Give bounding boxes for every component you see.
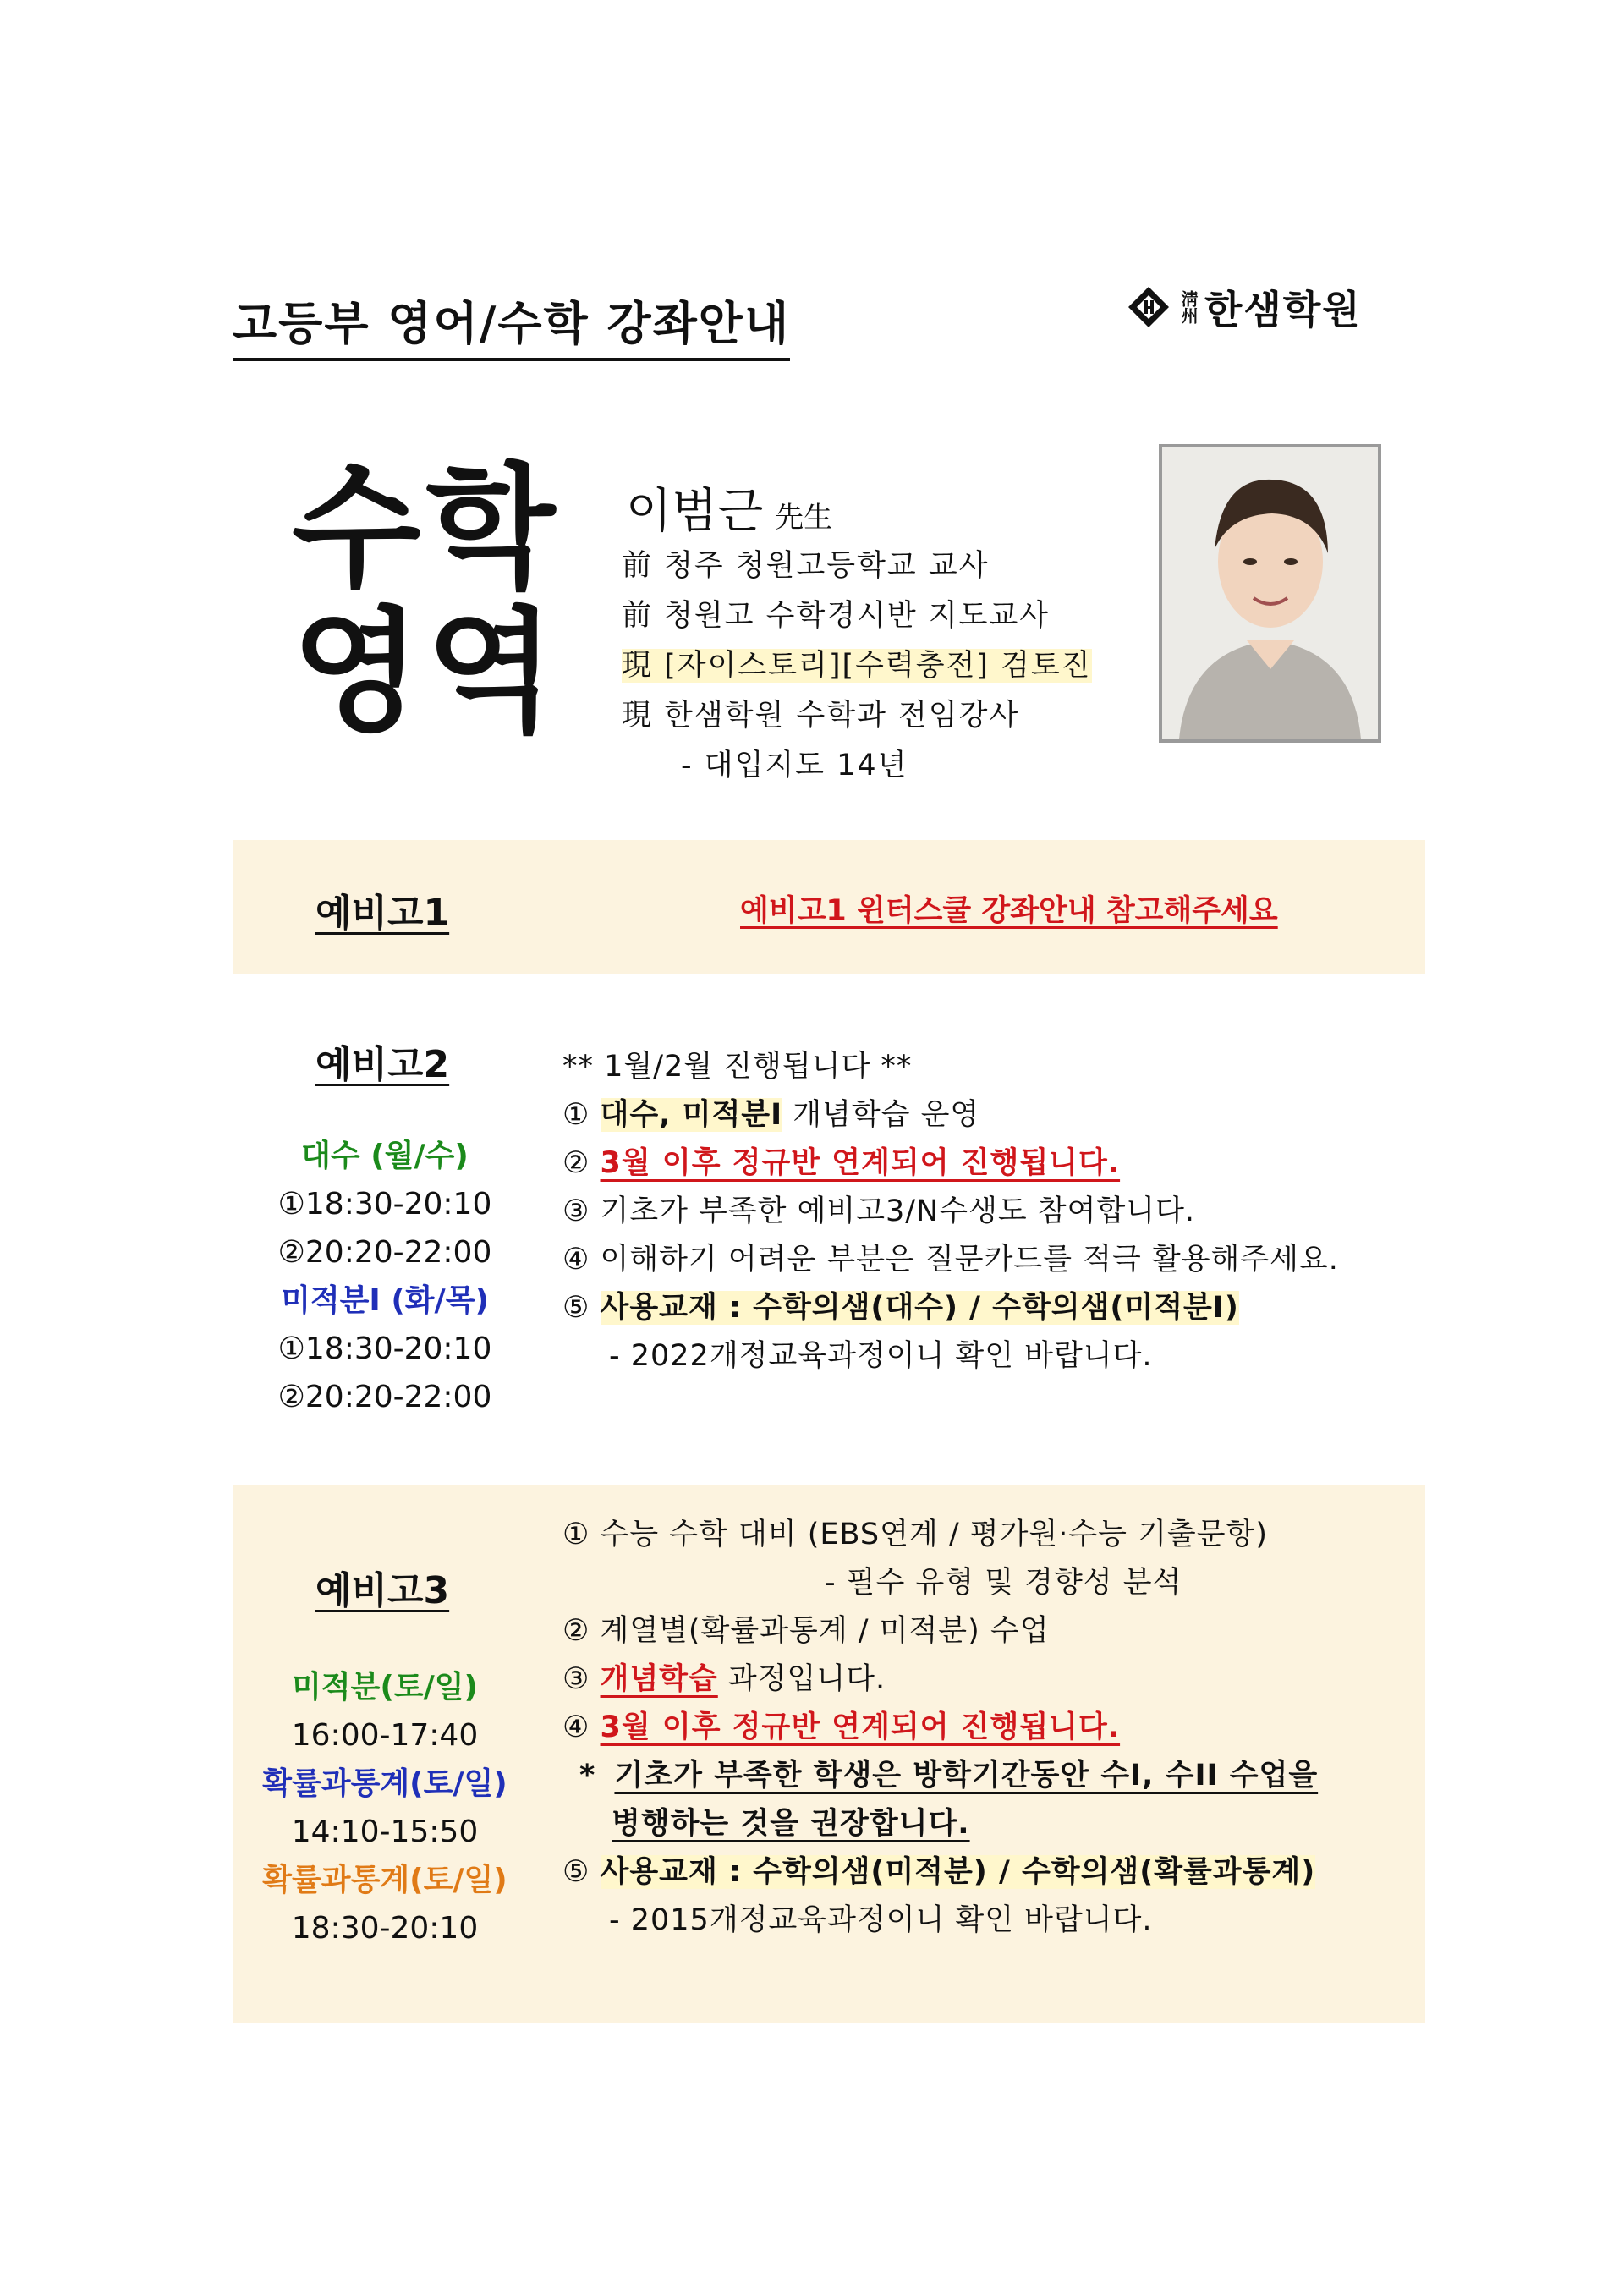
schedule-time: 18:30-20:10: [291, 1911, 479, 1946]
schedule-time: ②20:20-22:00: [277, 1235, 492, 1270]
pre3-content: [562, 1511, 1318, 1945]
content-line: ① 대수, 미적분I 개념학습 운영: [562, 1098, 980, 1132]
subject-line-1: 수학: [292, 451, 561, 607]
section-title: 예비고2: [315, 1043, 450, 1086]
schedule-time: ①18:30-20:10: [277, 1187, 492, 1222]
career-line-highlighted: 現 [자이스토리][수력충전] 검토진: [622, 649, 1092, 683]
career-line: [622, 641, 1092, 691]
schedule-course: 미적분I (화/목): [281, 1283, 489, 1318]
content-line: ** 1월/2월 진행됩니다 **: [562, 1050, 913, 1084]
section-title: 예비고3: [315, 1569, 450, 1612]
subject-line-2: 영역: [292, 595, 561, 750]
academy-emblem-icon: [1125, 283, 1172, 331]
content-line: ⑤ 사용교재 : 수학의샘(미적분) / 수학의샘(확률과통계): [562, 1855, 1316, 1889]
content-line: ③ 개념학습 과정입니다.: [562, 1662, 886, 1696]
title-underline: [233, 358, 790, 361]
content-line: ① 수능 수학 대비 (EBS연계 / 평가원·수능 기출문항): [562, 1518, 1268, 1551]
schedule-course: 미적분(토/일): [292, 1670, 478, 1705]
career-line: - 대입지도 14년: [681, 749, 908, 782]
content-line: - 2015개정교육과정이니 확인 바랍니다.: [609, 1903, 1153, 1937]
content-line: 병행하는 것을 권장합니다.: [612, 1807, 970, 1841]
content-line: - 필수 유형 및 경향성 분석: [825, 1566, 1182, 1600]
pre2-content: [562, 1043, 1339, 1381]
content-line: ② 3월 이후 정규반 연계되어 진행됩니다.: [562, 1146, 1121, 1180]
section-pre-grade1: [233, 840, 1425, 974]
teacher-portrait-image: [1162, 447, 1378, 739]
career-line: 現 한샘학원 수학과 전임강사: [622, 699, 1020, 733]
content-line: ② 계열별(확률과통계 / 미적분) 수업: [562, 1614, 1050, 1648]
logo-hanja: 淸州: [1178, 290, 1199, 324]
logo-name: 한샘학원: [1204, 287, 1362, 332]
content-line: ④ 이해하기 어려운 부분은 질문카드를 적극 활용해주세요.: [562, 1243, 1339, 1277]
section-pre-grade3: [233, 1485, 1425, 2023]
pre1-notice: 예비고1 윈터스쿨 강좌안내 참고해주세요: [740, 894, 1278, 928]
content-line: * 기초가 부족한 학생은 방학기간동안 수I, 수II 수업을: [579, 1759, 1319, 1793]
content-line: ④ 3월 이후 정규반 연계되어 진행됩니다.: [562, 1710, 1121, 1744]
schedule-course: 확률과통계(토/일): [262, 1766, 508, 1801]
pre3-schedule: [245, 1663, 524, 1952]
content-line: ⑤ 사용교재 : 수학의샘(대수) / 수학의샘(미적분I): [562, 1291, 1239, 1325]
academy-logo: [1125, 279, 1362, 335]
schedule-course: 확률과통계(토/일): [262, 1863, 508, 1897]
career-line: 前 청주 청원고등학교 교사: [622, 549, 990, 583]
subject-heading: [292, 451, 561, 750]
schedule-time: 16:00-17:40: [291, 1718, 479, 1753]
teacher-name: [626, 474, 832, 541]
teacher-honorific: 先生: [775, 501, 833, 535]
content-line: ③ 기초가 부족한 예비고3/N수생도 참여합니다.: [562, 1194, 1196, 1228]
teacher-photo: [1159, 444, 1381, 743]
pre2-schedule: [245, 1132, 524, 1421]
page-title: 고등부 영어/수학 강좌안내: [233, 288, 790, 353]
teacher-career: [622, 541, 1092, 791]
career-line: 前 청원고 수학경시반 지도교사: [622, 599, 1051, 633]
schedule-course: 대수 (월/수): [301, 1139, 469, 1173]
section-title: 예비고1: [315, 892, 450, 935]
content-line: - 2022개정교육과정이니 확인 바랍니다.: [609, 1339, 1153, 1373]
schedule-time: ①18:30-20:10: [277, 1331, 492, 1366]
schedule-time: 14:10-15:50: [291, 1815, 479, 1849]
teacher-name-text: 이범근: [626, 484, 764, 539]
schedule-time: ②20:20-22:00: [277, 1380, 492, 1414]
